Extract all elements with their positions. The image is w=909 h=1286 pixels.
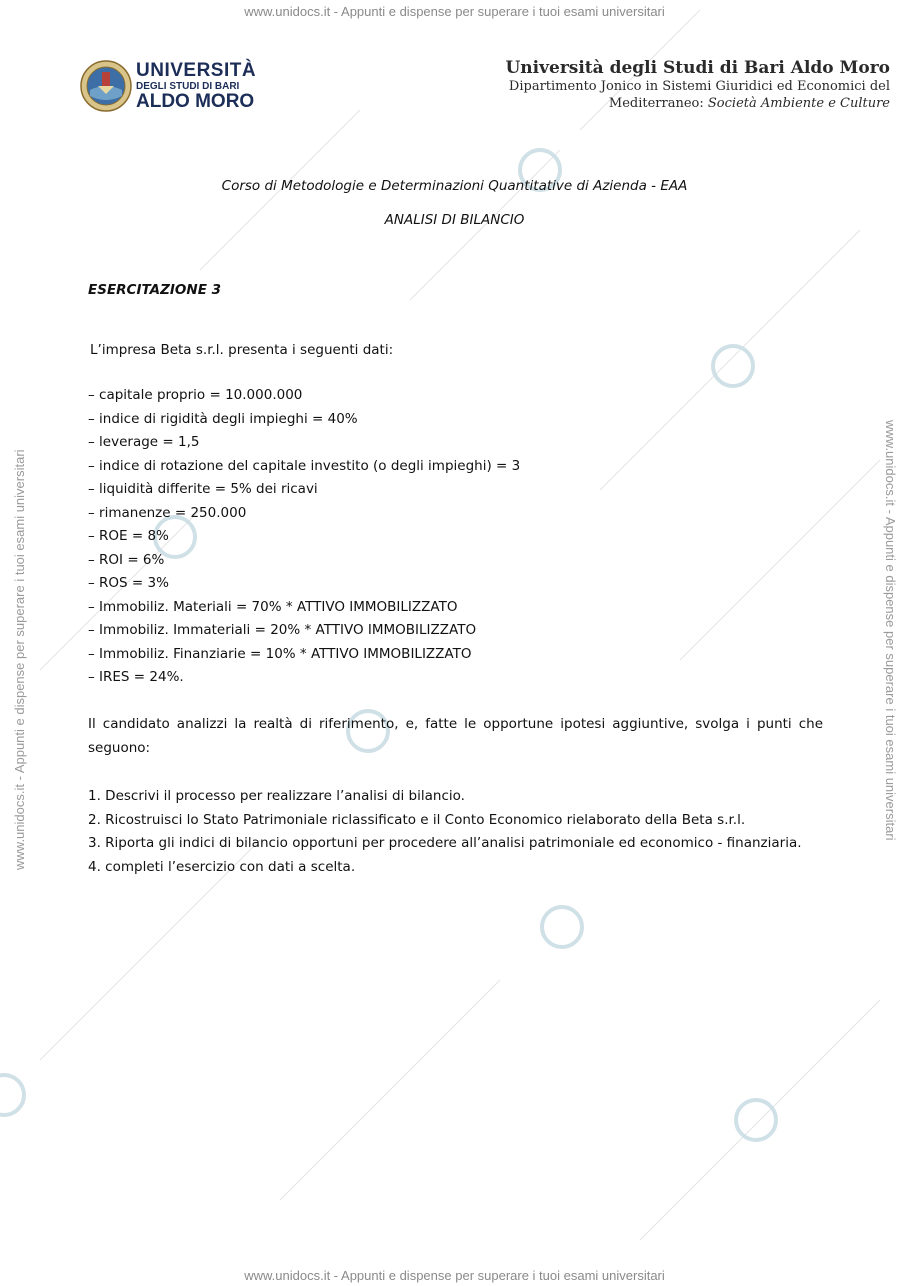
logo-line-2: DEGLI STUDI DI BARI — [136, 81, 240, 92]
list-item: – ROE = 8% — [88, 528, 169, 544]
list-item: – indice di rigidità degli impieghi = 40% — [88, 410, 358, 427]
list-item: – Immobiliz. Immateriali = 20% * ATTIVO IMMOBILIZZATO — [88, 622, 477, 638]
task-item: 2. Ricostruisci lo Stato Patrimoniale riclassificato e il Conto Economico rielaborato della Beta s.r.l. — [88, 811, 746, 828]
task-item: 1. Descrivi il processo per realizzare l’analisi di bilancio. — [88, 788, 465, 804]
watermark-bottom: www.unidocs.it - Appunti e dispense per superare i tuoi esami universitari — [244, 1268, 665, 1283]
task-list — [88, 785, 823, 879]
list-item: – IRES = 24%. — [88, 669, 184, 685]
department-subtitle: Società Ambiente e Culture — [707, 96, 890, 111]
institution-header — [505, 58, 890, 112]
university-seal-icon — [80, 60, 132, 112]
department-line-1: Dipartimento Jonico in Sistemi Giuridici ed Economici del — [508, 79, 890, 94]
instruction-paragraph: Il candidato analizzi la realtà di riferimento, e, fatte le opportune ipotesi aggiuntive, svolga i punti che seguono: — [88, 716, 823, 756]
course-title: Corso di Metodologie e Determinazioni Quantitative di Azienda - EAA — [221, 178, 688, 194]
list-item: – liquidità differite = 5% dei ricavi — [88, 481, 318, 497]
data-list — [88, 384, 823, 690]
intro-text: L’impresa Beta s.r.l. presenta i seguenti dati: — [90, 342, 394, 358]
document-subtitle: ANALISI DI BILANCIO — [384, 212, 525, 228]
logo-line-3: ALDO MORO — [136, 91, 255, 112]
list-item: – capitale proprio = 10.000.000 — [88, 387, 303, 403]
logo-line-1: UNIVERSITÀ — [136, 60, 257, 81]
watermark-left: www.unidocs.it - Appunti e dispense per superare i tuoi esami universitari — [12, 449, 27, 870]
list-item: – ROS = 3% — [88, 575, 169, 591]
exercise-heading: ESERCITAZIONE 3 — [88, 282, 222, 298]
department-line-2 — [505, 95, 890, 112]
list-item: – leverage = 1,5 — [88, 434, 200, 450]
university-name: Università degli Studi di Bari Aldo Moro — [505, 58, 890, 78]
watermark-top: www.unidocs.it - Appunti e dispense per superare i tuoi esami universitari — [244, 4, 665, 19]
task-item: 3. Riporta gli indici di bilancio opportuni per procedere all’analisi patrimoniale ed economico - finanziaria. — [88, 835, 802, 851]
list-item: – ROI = 6% — [88, 551, 165, 568]
watermark-right: www.unidocs.it - Appunti e dispense per superare i tuoi esami universitari — [883, 420, 898, 841]
list-item: – Immobiliz. Materiali = 70% * ATTIVO IMMOBILIZZATO — [88, 598, 458, 615]
department-prefix: Mediterraneo: — [608, 96, 708, 111]
list-item: – Immobiliz. Finanziarie = 10% * ATTIVO IMMOBILIZZATO — [88, 645, 472, 662]
list-item: – indice di rotazione del capitale investito (o degli impieghi) = 3 — [88, 457, 521, 474]
list-item: – rimanenze = 250.000 — [88, 504, 247, 521]
university-logo — [80, 60, 256, 112]
task-item: 4. completi l’esercizio con dati a scelta. — [88, 858, 356, 875]
